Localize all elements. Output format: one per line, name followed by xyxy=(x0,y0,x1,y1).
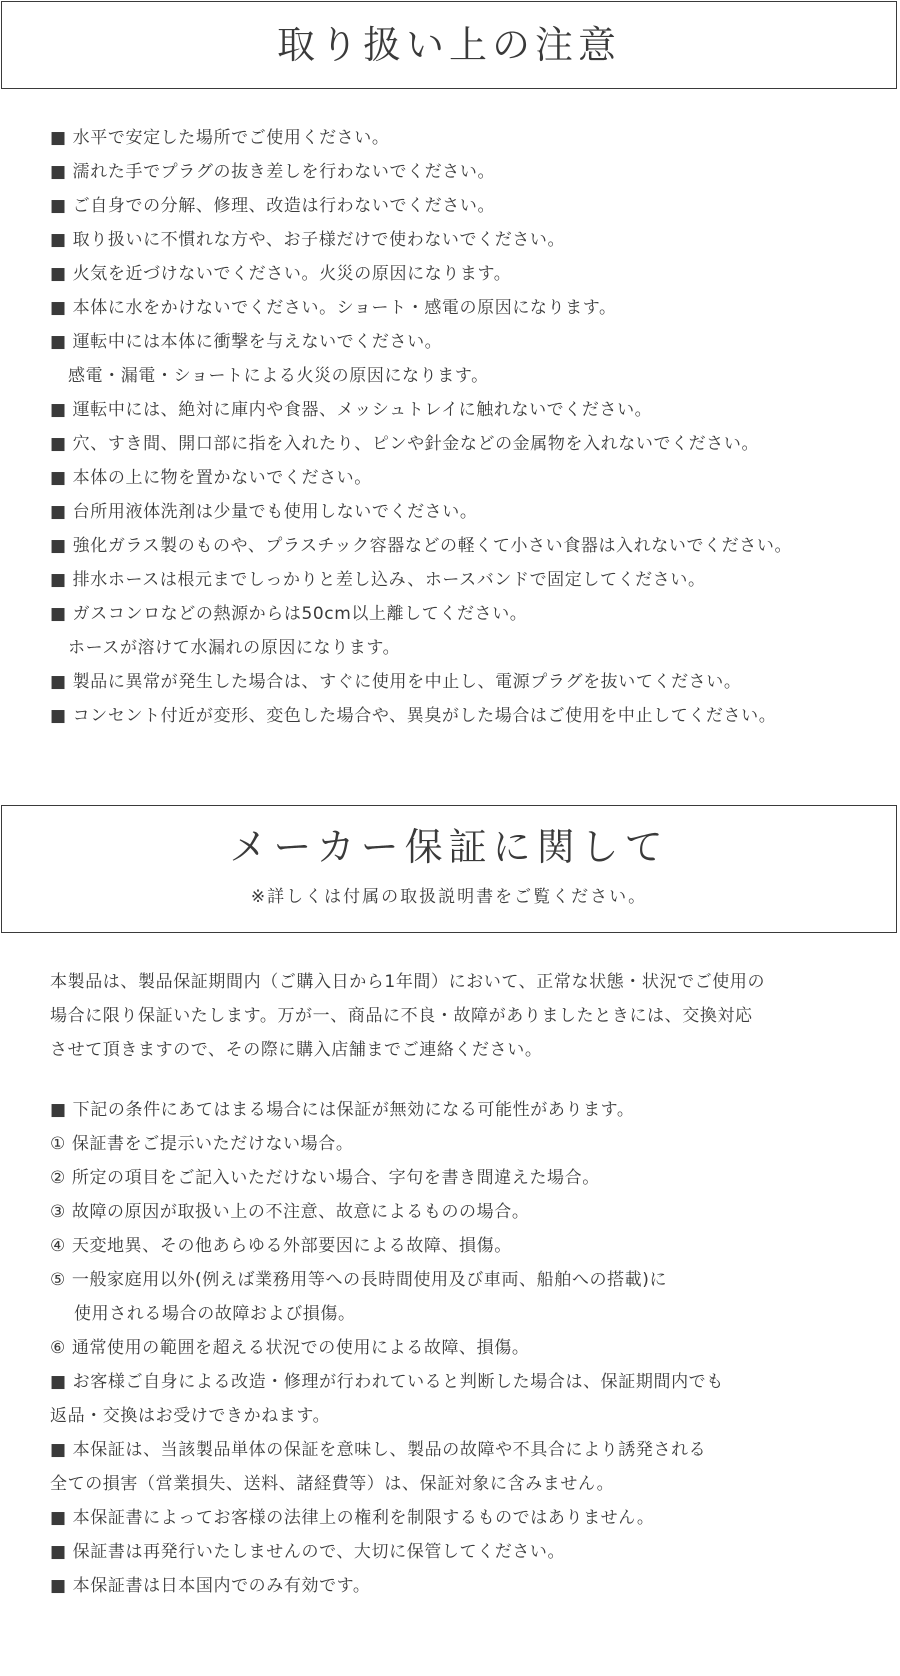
caution-item: ■ 本体の上に物を置かないでください。 xyxy=(50,468,372,488)
warranty-subtitle: ※詳しくは付属の取扱説明書をご覧ください。 xyxy=(250,887,648,907)
warranty-item: ■ 保証書は再発行いたしませんので、大切に保管してください。 xyxy=(50,1542,566,1562)
warranty-intro-line: させて頂きますので、その際に購入店舗までご連絡ください。 xyxy=(50,1040,543,1060)
caution-item: ■ 取り扱いに不慣れな方や、お子様だけで使わないでください。 xyxy=(50,230,566,250)
warranty-item: ③ 故障の原因が取扱い上の不注意、故意によるものの場合。 xyxy=(50,1202,530,1222)
caution-title-box xyxy=(1,1,897,89)
caution-item-continuation: 感電・漏電・ショートによる火災の原因になります。 xyxy=(68,366,489,386)
warranty-item-continuation: 使用される場合の故障および損傷。 xyxy=(74,1304,356,1324)
caution-item: ■ 本体に水をかけないでください。ショート・感電の原因になります。 xyxy=(50,298,617,318)
caution-item: ■ 火気を近づけないでください。火災の原因になります。 xyxy=(50,264,512,284)
warranty-item: ④ 天変地異、その他あらゆる外部要因による故障、損傷。 xyxy=(50,1236,512,1256)
caution-item: ■ 濡れた手でプラグの抜き差しを行わないでください。 xyxy=(50,162,496,182)
caution-item: ■ 台所用液体洗剤は少量でも使用しないでください。 xyxy=(50,502,478,522)
caution-item: ■ 運転中には、絶対に庫内や食器、メッシュトレイに触れないでください。 xyxy=(50,400,653,420)
caution-item: ■ コンセント付近が変形、変色した場合や、異臭がした場合はご使用を中止してください。 xyxy=(50,706,777,726)
warranty-item: ■ 下記の条件にあてはまる場合には保証が無効になる可能性があります。 xyxy=(50,1100,635,1120)
warranty-item: ② 所定の項目をご記入いただけない場合、字句を書き間違えた場合。 xyxy=(50,1168,600,1188)
caution-item: ■ 製品に異常が発生した場合は、すぐに使用を中止し、電源プラグを抜いてください。 xyxy=(50,672,742,692)
warranty-item: ⑤ 一般家庭用以外(例えば業務用等への長時間使用及び車両、船舶への搭載)に xyxy=(50,1270,668,1290)
caution-item: ■ 強化ガラス製のものや、プラスチック容器などの軽くて小さい食器は入れないでください。 xyxy=(50,536,793,556)
caution-item: ■ ご自身での分解、修理、改造は行わないでください。 xyxy=(50,196,496,216)
warranty-title: メーカー保証に関して xyxy=(229,825,669,869)
warranty-item-continuation: 返品・交換はお受けできかねます。 xyxy=(50,1406,331,1426)
warranty-intro-line: 本製品は、製品保証期間内（ご購入日から1年間）において、正常な状態・状況でご使用の xyxy=(50,972,766,992)
warranty-item: ■ 本保証書は日本国内でのみ有効です。 xyxy=(50,1576,371,1596)
warranty-item: ① 保証書をご提示いただけない場合。 xyxy=(50,1134,354,1154)
caution-title: 取り扱い上の注意 xyxy=(276,23,621,67)
warranty-item: ■ 本保証書によってお客様の法律上の権利を制限するものではありません。 xyxy=(50,1508,655,1528)
warranty-title-box xyxy=(1,805,897,933)
caution-item: ■ 穴、すき間、開口部に指を入れたり、ピンや針金などの金属物を入れないでください。 xyxy=(50,434,760,454)
caution-item: ■ 水平で安定した場所でご使用ください。 xyxy=(50,128,390,148)
caution-item: ■ 運転中には本体に衝撃を与えないでください。 xyxy=(50,332,443,352)
warranty-item: ■ 本保証は、当該製品単体の保証を意味し、製品の故障や不具合により誘発される xyxy=(50,1440,707,1460)
warranty-intro-line: 場合に限り保証いたします。万が一、商品に不良・故障がありましたときには、交換対応 xyxy=(50,1006,753,1026)
warranty-item: ⑥ 通常使用の範囲を超える状況での使用による故障、損傷。 xyxy=(50,1338,530,1358)
warranty-item-continuation: 全ての損害（営業損失、送料、諸経費等）は、保証対象に含みません。 xyxy=(50,1474,615,1494)
warranty-item: ■ お客様ご自身による改造・修理が行われていると判断した場合は、保証期間内でも xyxy=(50,1372,724,1392)
caution-item-continuation: ホースが溶けて水漏れの原因になります。 xyxy=(68,638,401,658)
caution-item: ■ ガスコンロなどの熱源からは50cm以上離してください。 xyxy=(50,604,528,624)
caution-item: ■ 排水ホースは根元までしっかりと差し込み、ホースバンドで固定してください。 xyxy=(50,570,706,590)
